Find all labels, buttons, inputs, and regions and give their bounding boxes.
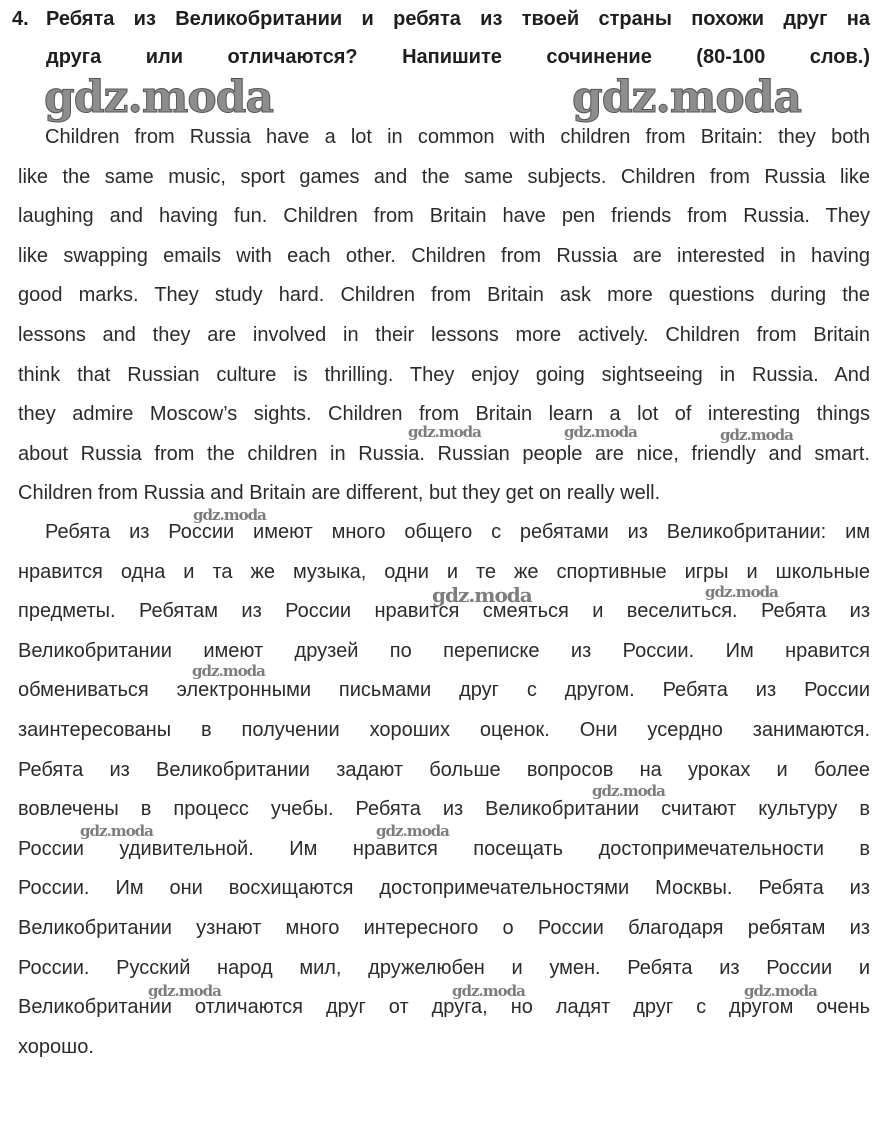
watermark-logo: gdz.moda [564,423,637,441]
task-line: друга или отличаются? Напишите сочинение (80-100 слов.) [46,46,870,68]
text-line: нравится одна и та же музыка, одни и те же спортивные игры и школьные [18,560,870,583]
task-line: Ребята из Великобритании и ребята из твоей страны похожи друг на [46,8,870,30]
text-line: think that Russian culture is thrilling. They enjoy going sightseeing in Russia. And [18,363,870,386]
watermark-logo: gdz.moda [80,822,153,840]
text-line: Ребята из России имеют много общего с ребятами из Великобритании: им [45,521,870,543]
watermark-logo: gdz.moda [376,822,449,840]
watermark-logo: gdz.moda [452,982,525,1000]
text-line: Великобритании имеют друзей по переписке из России. Им нравится [18,639,870,662]
english-essay [18,118,870,514]
task-number: 4. [12,8,29,30]
text-line: lessons and they are involved in their lessons more actively. Children from Britain [18,323,870,346]
text-line: laughing and having fun. Children from Britain have pen friends from Russia. They [18,205,870,228]
text-line: Children from Russia have a lot in common with children from Britain: they both [45,126,870,148]
watermark-logo: gdz.moda [192,662,265,680]
text-line: about Russia from the children in Russia. Russian people are nice, friendly and smart. [18,442,870,465]
watermark-logo: gdz.moda [592,782,665,800]
text-line: заинтересованы в получении хороших оценок. Они усердно занимаются. [18,718,870,741]
text-line: like swapping emails with each other. Children from Russia are interested in having [18,244,870,267]
text-line: Children from Russia and Britain are different, but they get on really well. [18,482,661,505]
text-line: they admire Moscow’s sights. Children from Britain learn a lot of interesting things [18,403,870,426]
watermark-logo: gdz.moda [705,583,778,601]
text-line: Великобритании отличаются друг от друга, но ладят друг с другом очень [18,996,870,1019]
text-line: хорошо. [18,1035,94,1058]
watermark-logo: gdz.moda [148,982,221,1000]
text-line: России удивительной. Им нравится посещать достопримечательности в [18,837,870,860]
text-line: Ребята из Великобритании задают больше вопросов на уроках и более [18,758,870,781]
text-line: предметы. Ребятам из России нравится смеяться и веселиться. Ребята из [18,600,870,623]
watermark-logo: gdz.moda [408,423,481,441]
watermark-logo: gdz.moda [720,426,793,444]
watermark-logo: gdz.moda [44,72,274,123]
text-line: России. Им они восхищаются достопримечательностями Москвы. Ребята из [18,877,870,900]
russian-essay [18,513,870,1067]
watermark-logo: gdz.moda [572,72,802,123]
text-line: Великобритании узнают много интересного о России благодаря ребятам из [18,916,870,939]
watermark-logo: gdz.moda [193,506,266,524]
text-line: России. Русский народ мил, дружелюбен и умен. Ребята из России и [18,956,870,979]
text-line: like the same music, sport games and the same subjects. Children from Russia like [18,165,870,188]
text-line: good marks. They study hard. Children from Britain ask more questions during the [18,284,870,307]
text-line: обмениваться электронными письмами друг с другом. Ребята из России [18,679,870,702]
watermark-logo: gdz.moda [432,583,532,607]
watermark-logo: gdz.moda [744,982,817,1000]
text-line: вовлечены в процесс учебы. Ребята из Великобритании считают культуру в [18,798,870,821]
